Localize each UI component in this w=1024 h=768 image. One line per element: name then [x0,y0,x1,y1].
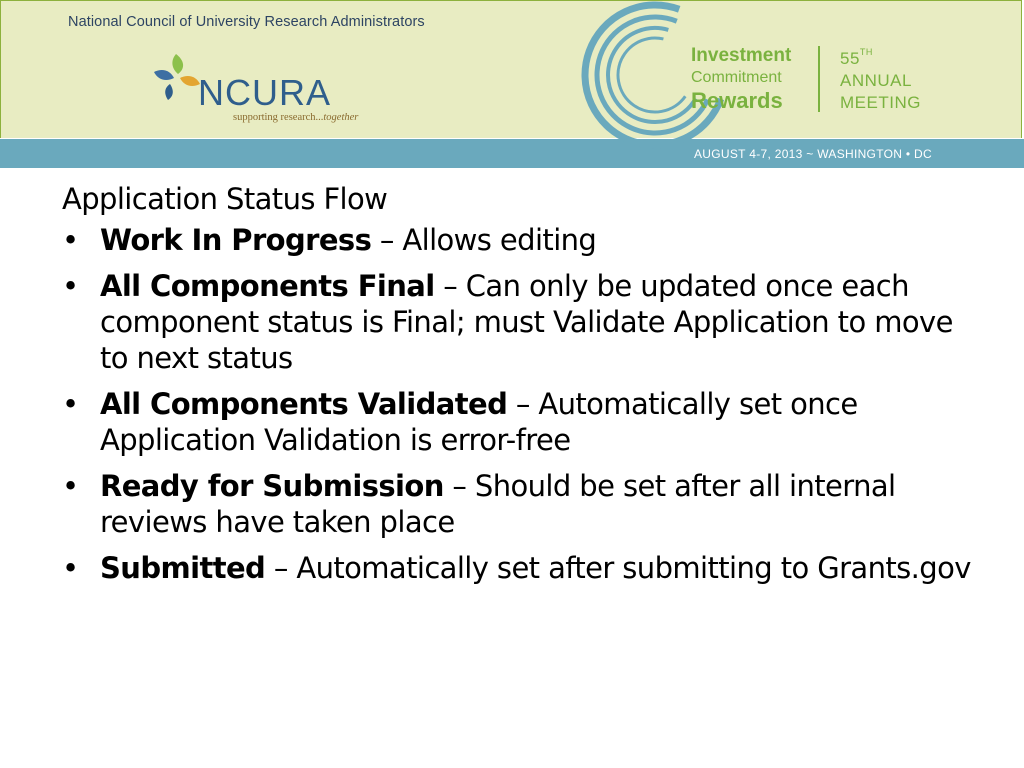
bullet-icon: • [62,551,79,585]
dates-location: AUGUST 4-7, 2013 ~ WASHINGTON • DC [694,147,932,161]
status-description: – Can only be updated once each component status is Final; must Validate Application to move to next status [100,269,953,375]
status-list [62,222,982,586]
status-term: Work In Progress [100,223,372,257]
list-item [62,268,982,376]
ncura-logo-text: NCURA [198,72,332,113]
status-term: All Components Validated [100,387,508,421]
theme-divider [818,46,820,112]
bullet-icon: • [62,387,79,421]
status-description: – Should be set after all internal reviews have taken place [100,469,896,539]
slide-content [62,180,982,596]
list-item [62,386,982,458]
list-item [62,222,982,258]
status-term: All Components Final [100,269,435,303]
status-description: – Automatically set after submitting to Grants.gov [265,551,971,585]
list-item [62,550,982,586]
bullet-icon: • [62,223,79,257]
meeting-annual: ANNUAL [840,71,912,90]
theme-rewards: Rewards [691,88,783,113]
status-term: Ready for Submission [100,469,444,503]
status-description: – Allows editing [371,223,597,257]
ncura-logo-icon [150,50,202,102]
meeting-label: MEETING [840,93,921,112]
status-description: – Automatically set once Application Validation is error-free [100,387,858,457]
slide-heading: Application Status Flow [62,182,388,216]
bullet-icon: • [62,469,79,503]
meeting-number: 55TH [840,47,873,68]
header-banner [0,0,1024,168]
list-item [62,468,982,540]
bullet-icon: • [62,269,79,303]
status-term: Submitted [100,551,266,585]
org-name: National Council of University Research Administrators [68,14,425,30]
ncura-tagline: supporting research...together [233,112,359,123]
theme-commitment: Commitment [691,69,782,86]
theme-investment: Investment [691,45,792,66]
